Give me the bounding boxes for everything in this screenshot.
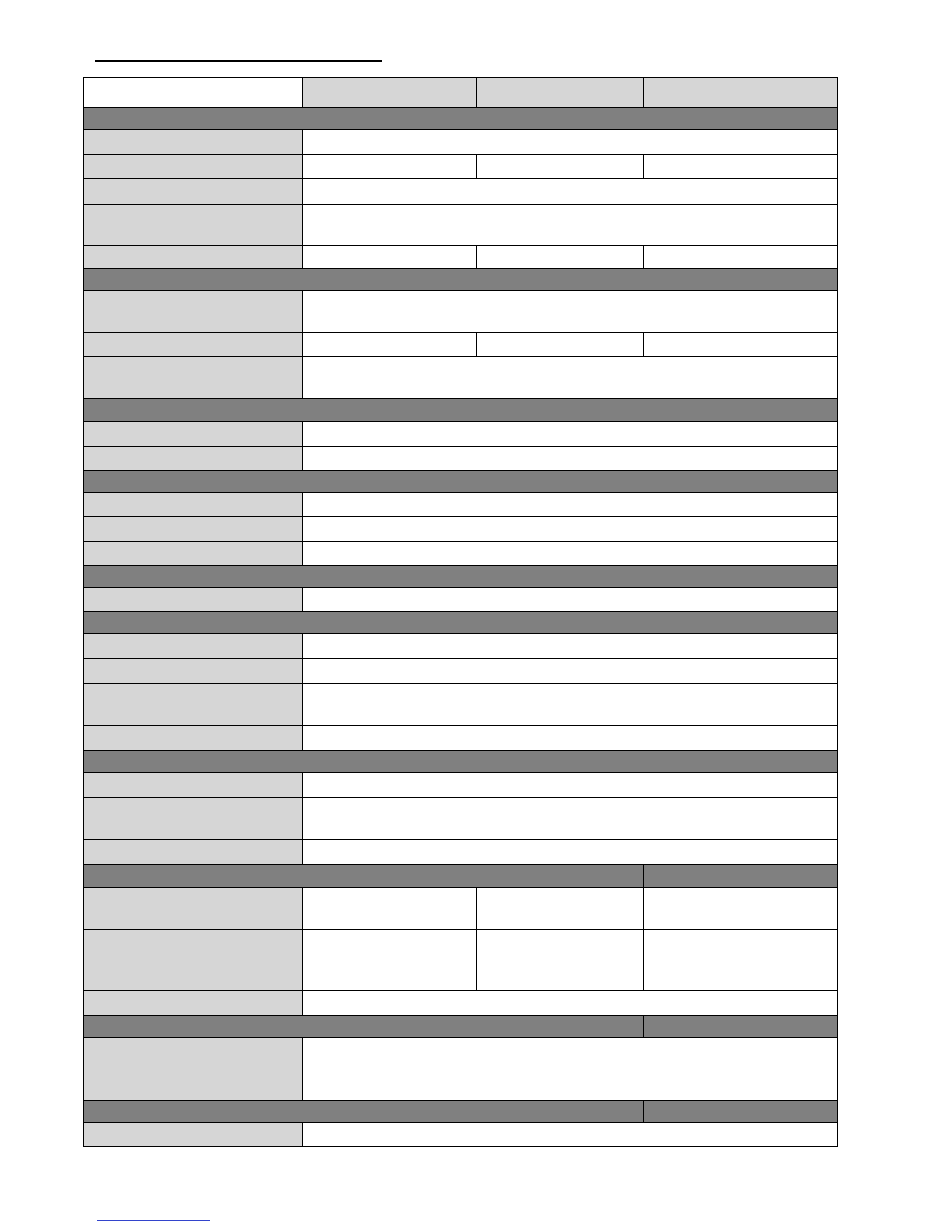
row-value bbox=[303, 130, 838, 155]
row-value bbox=[303, 1038, 838, 1100]
section-heading bbox=[84, 108, 838, 130]
table-row bbox=[84, 887, 838, 929]
row-value bbox=[477, 155, 644, 179]
row-value bbox=[303, 658, 838, 683]
table-row bbox=[84, 245, 838, 268]
row-value bbox=[303, 155, 477, 179]
row-value bbox=[303, 333, 477, 357]
row-value bbox=[303, 929, 477, 990]
header-column-3 bbox=[644, 78, 838, 108]
row-value bbox=[477, 929, 644, 990]
table-row bbox=[84, 634, 838, 658]
section-heading-right bbox=[644, 865, 838, 887]
header-label-cell bbox=[84, 78, 303, 108]
table-header-row bbox=[84, 78, 838, 108]
table-row bbox=[84, 1038, 838, 1100]
row-label bbox=[84, 204, 303, 245]
row-label bbox=[84, 290, 303, 332]
table-row bbox=[84, 357, 838, 399]
row-value bbox=[644, 333, 838, 357]
row-value bbox=[644, 155, 838, 179]
row-value bbox=[303, 245, 477, 268]
table-row bbox=[84, 204, 838, 245]
row-label bbox=[84, 333, 303, 357]
row-value bbox=[477, 887, 644, 929]
table-row bbox=[84, 542, 838, 566]
row-value bbox=[303, 1122, 838, 1146]
row-label bbox=[84, 130, 303, 155]
table-row bbox=[84, 492, 838, 516]
row-value bbox=[644, 929, 838, 990]
table-row bbox=[84, 840, 838, 865]
row-label bbox=[84, 357, 303, 399]
section-heading bbox=[84, 865, 644, 887]
row-value bbox=[303, 991, 838, 1016]
table-row bbox=[84, 516, 838, 541]
row-value bbox=[644, 887, 838, 929]
table-row bbox=[84, 130, 838, 155]
row-label bbox=[84, 683, 303, 725]
section-heading bbox=[84, 1100, 644, 1122]
table-row bbox=[84, 683, 838, 725]
table-row bbox=[84, 658, 838, 683]
table-row bbox=[84, 1122, 838, 1146]
row-label bbox=[84, 588, 303, 612]
row-value bbox=[303, 179, 838, 204]
row-label bbox=[84, 492, 303, 516]
section-heading bbox=[84, 268, 838, 290]
table-row bbox=[84, 773, 838, 798]
row-label bbox=[84, 446, 303, 470]
section-heading-right bbox=[644, 1016, 838, 1038]
row-label bbox=[84, 179, 303, 204]
section-heading bbox=[84, 470, 838, 492]
row-value bbox=[303, 516, 838, 541]
table-row bbox=[84, 446, 838, 470]
table-row bbox=[84, 929, 838, 990]
row-value bbox=[303, 290, 838, 332]
section-heading-row bbox=[84, 566, 838, 588]
table-row bbox=[84, 725, 838, 750]
row-label bbox=[84, 658, 303, 683]
row-value bbox=[303, 204, 838, 245]
row-value bbox=[303, 887, 477, 929]
row-value bbox=[303, 446, 838, 470]
row-value bbox=[303, 421, 838, 446]
section-heading-row bbox=[84, 399, 838, 421]
table-row bbox=[84, 421, 838, 446]
row-value bbox=[644, 245, 838, 268]
table-row bbox=[84, 991, 838, 1016]
row-label bbox=[84, 634, 303, 658]
section-heading-row bbox=[84, 612, 838, 634]
section-heading bbox=[84, 1016, 644, 1038]
spec-table bbox=[83, 77, 838, 1147]
section-heading-row bbox=[84, 108, 838, 130]
row-label bbox=[84, 421, 303, 446]
row-label bbox=[84, 1038, 303, 1100]
table-row bbox=[84, 588, 838, 612]
header-column-2 bbox=[477, 78, 644, 108]
row-label bbox=[84, 516, 303, 541]
row-label bbox=[84, 887, 303, 929]
row-label bbox=[84, 542, 303, 566]
row-label bbox=[84, 245, 303, 268]
section-heading-row bbox=[84, 268, 838, 290]
row-value bbox=[303, 357, 838, 399]
row-label bbox=[84, 725, 303, 750]
document-title-underline bbox=[95, 60, 382, 62]
section-heading bbox=[84, 566, 838, 588]
section-heading-row bbox=[84, 470, 838, 492]
section-heading-row bbox=[84, 1016, 838, 1038]
row-label bbox=[84, 155, 303, 179]
row-value bbox=[303, 492, 838, 516]
row-label bbox=[84, 929, 303, 990]
row-label bbox=[84, 991, 303, 1016]
section-heading-right bbox=[644, 1100, 838, 1122]
table-row bbox=[84, 798, 838, 840]
row-value bbox=[477, 245, 644, 268]
row-value bbox=[303, 798, 838, 840]
table-row bbox=[84, 179, 838, 204]
section-heading bbox=[84, 750, 838, 772]
row-value bbox=[303, 588, 838, 612]
section-heading-row bbox=[84, 1100, 838, 1122]
row-label bbox=[84, 773, 303, 798]
row-label bbox=[84, 1122, 303, 1146]
section-heading bbox=[84, 612, 838, 634]
section-heading-row bbox=[84, 750, 838, 772]
row-value bbox=[303, 542, 838, 566]
footer-link[interactable] bbox=[97, 1220, 210, 1221]
row-value bbox=[303, 840, 838, 865]
table-row bbox=[84, 290, 838, 332]
row-label bbox=[84, 798, 303, 840]
row-value bbox=[303, 683, 838, 725]
row-label bbox=[84, 840, 303, 865]
section-heading-row bbox=[84, 865, 838, 887]
header-column-1 bbox=[303, 78, 477, 108]
row-value bbox=[303, 634, 838, 658]
table-row bbox=[84, 155, 838, 179]
row-value bbox=[303, 725, 838, 750]
row-value bbox=[303, 773, 838, 798]
row-value bbox=[477, 333, 644, 357]
table-row bbox=[84, 333, 838, 357]
section-heading bbox=[84, 399, 838, 421]
